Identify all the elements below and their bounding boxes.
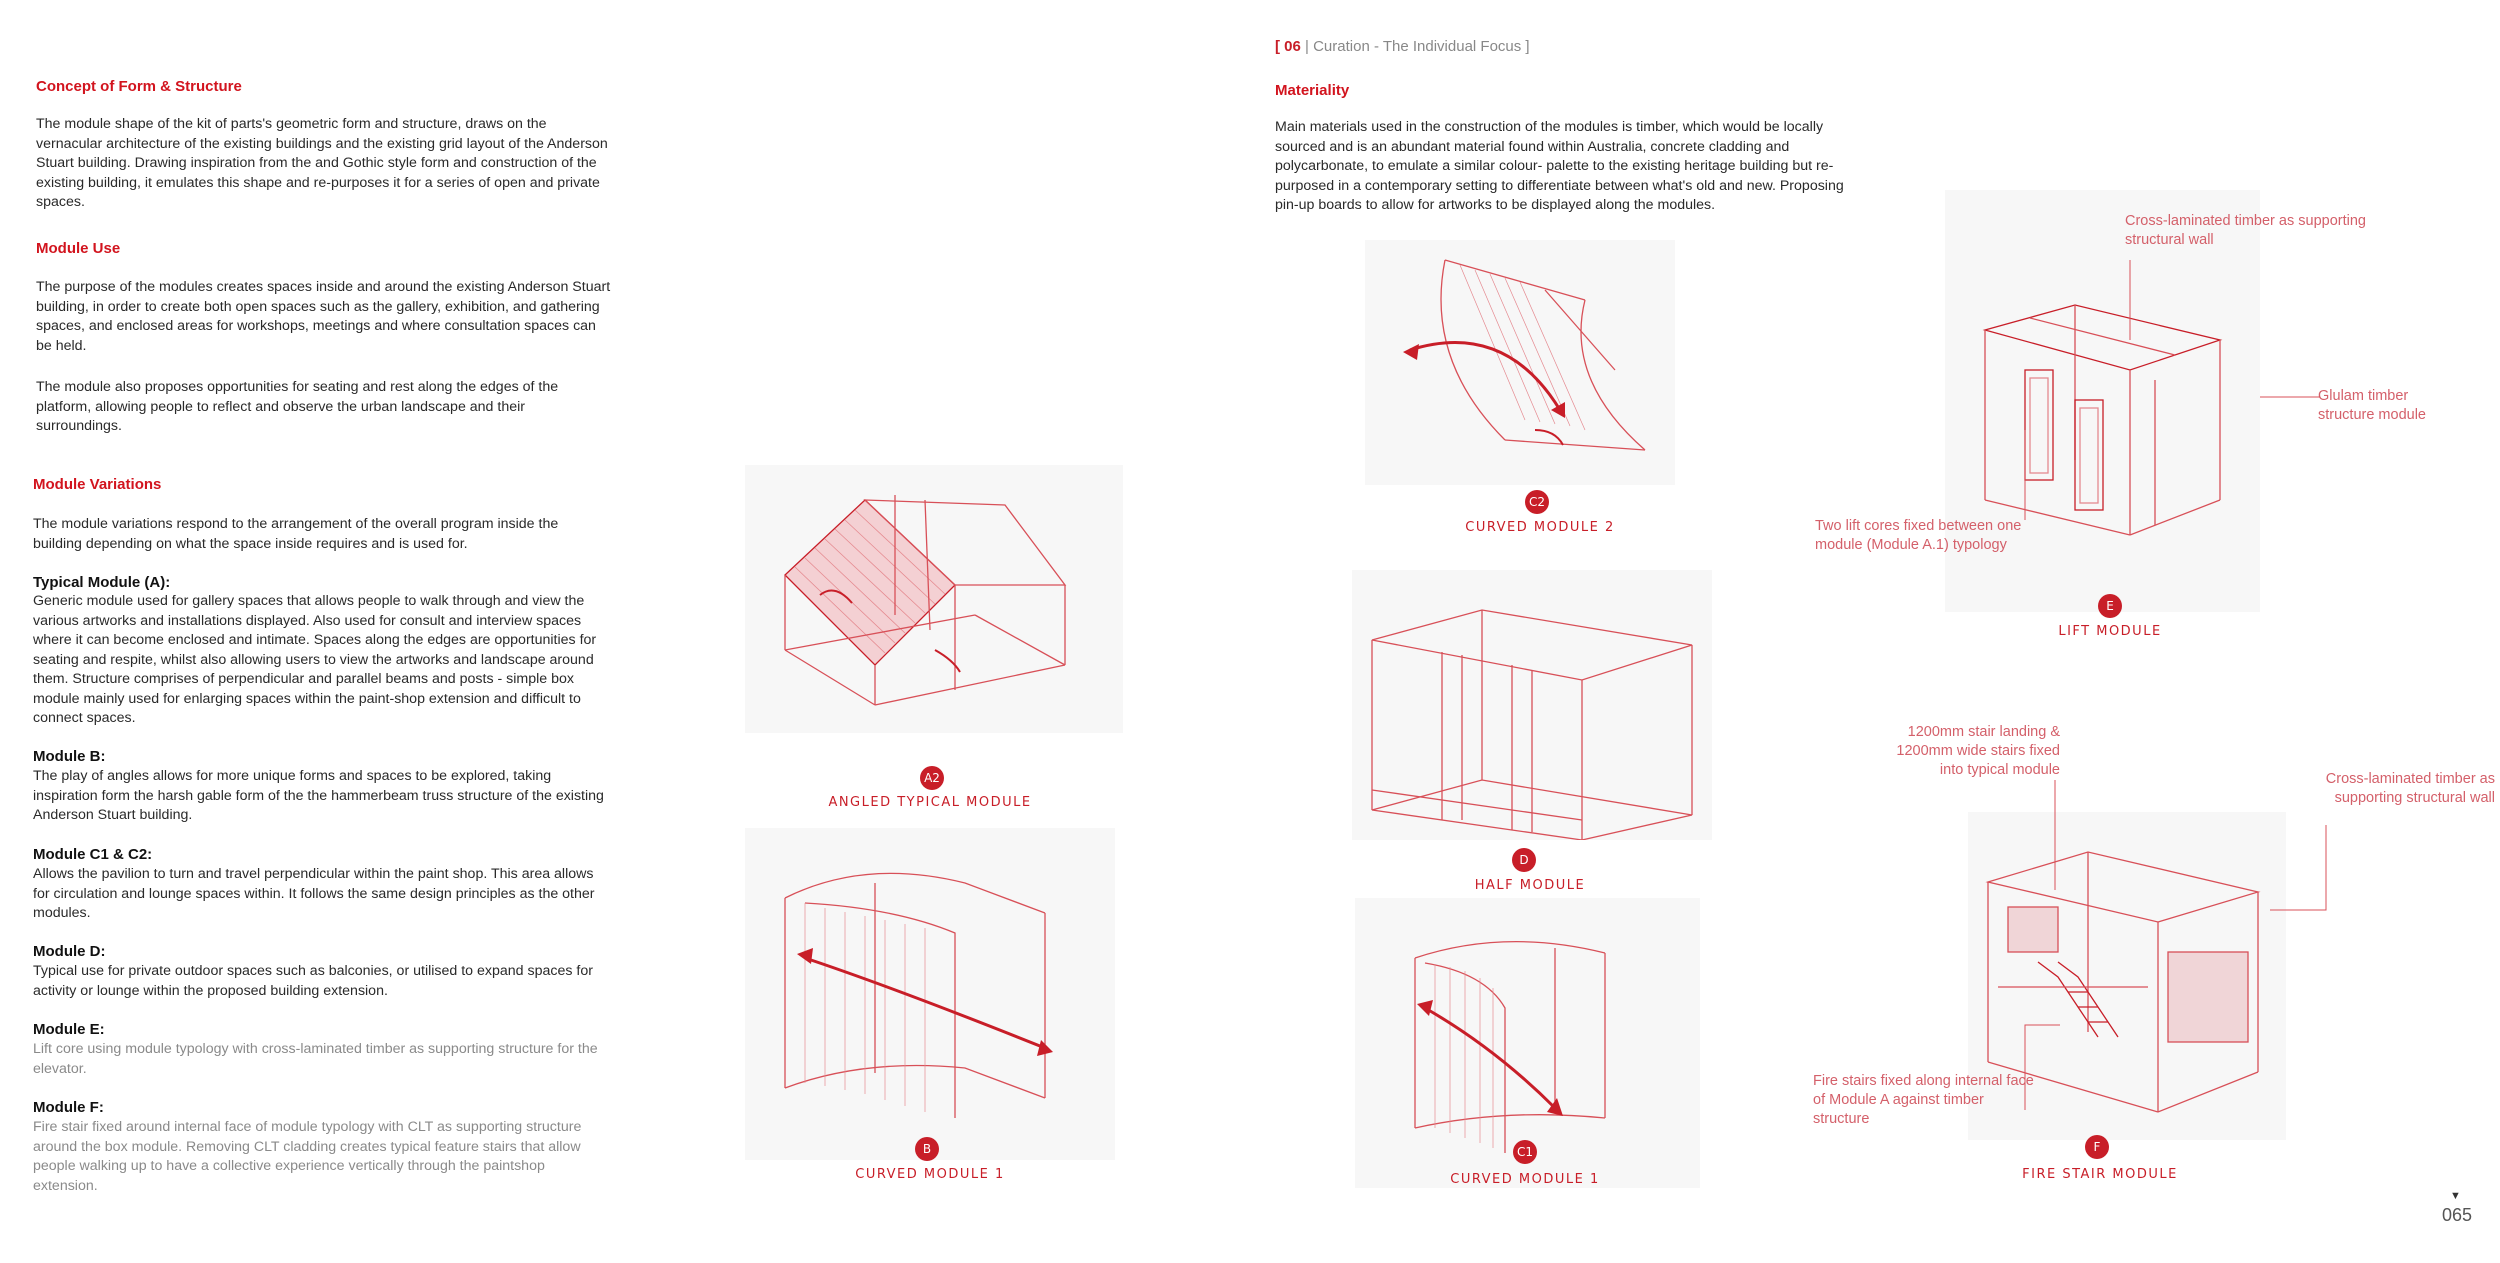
note-e-lift: Two lift cores fixed between one module (Module A.1) typology (1815, 518, 2022, 553)
page-number: 065 (2442, 1205, 2473, 1225)
badge-b: B (915, 1137, 939, 1161)
module-use-title: Module Use (36, 240, 121, 257)
caption-c2: CURVED MODULE 2 (1465, 520, 1615, 535)
caption-f: FIRE STAIR MODULE (2022, 1167, 2178, 1182)
section-title: | Curation - The Individual Focus ] (1300, 38, 1530, 55)
badge-c1: C1 (1513, 1140, 1537, 1164)
badge-a2: A2 (920, 766, 944, 790)
caption-a2: ANGLED TYPICAL MODULE (828, 795, 1032, 810)
badge-c2: C2 (1525, 490, 1549, 514)
note-e-clt: Cross-laminated timber as supporting structural wall (2125, 213, 2366, 248)
module-d-title: Module D: (33, 943, 106, 960)
note-f-stairs: Fire stairs fixed along internal face of Module A against timber structure (1813, 1073, 2034, 1127)
caption-c1: CURVED MODULE 1 (1450, 1172, 1600, 1187)
curved-module-1-drawing (745, 828, 1115, 1160)
badge-e: E (2098, 594, 2122, 618)
materiality-text: Main materials used in the construction of the modules is timber, which would be locally sourced and is an abundant material found within Australia, concrete cladding and polycarbonate, to emulate a similar colour- palette to the existing heritage building but re-purposed in a contemporary setting to differentiate between what's old and new. Proposing pin-up boards to allow for artworks to be displayed along the modules. (1275, 119, 1844, 213)
module-variations-title: Module Variations (33, 476, 162, 493)
note-e-glulam: Glulam timber structure module (2318, 388, 2426, 423)
module-use-text-2: The module also proposes opportunities for seating and rest along the edges of the platform, allowing people to reflect and observe the urban landscape and their surroundings. (36, 379, 559, 434)
curved-module-2-drawing (1365, 240, 1675, 485)
page-marker-icon: ▼ (2450, 1190, 2461, 1202)
module-variations-text: The module variations respond to the arrangement of the overall program inside the building depending on what the space inside requires and is used for. (33, 516, 559, 552)
module-e-text: Lift core using module typology with cross-laminated timber as supporting structure for the elevator. (33, 1041, 598, 1077)
section-header (1275, 38, 1530, 55)
badge-d: D (1512, 848, 1536, 872)
caption-d: HALF MODULE (1474, 878, 1586, 893)
module-f-title: Module F: (33, 1099, 104, 1116)
module-c-text: Allows the pavilion to turn and travel perpendicular within the paint shop. This area allows for circulation and lounge spaces within. It follows the same design principles as the other modules. (33, 866, 595, 921)
caption-b: CURVED MODULE 1 (855, 1167, 1005, 1182)
module-d-text: Typical use for private outdoor spaces such as balconies, or utilised to expand spaces for activity or lounge within the proposed building extension. (33, 963, 593, 999)
half-module-drawing (1352, 570, 1712, 840)
module-f-text: Fire stair fixed around internal face of module typology with CLT as supporting structure around the box module. Removing CLT cladding creates typical feature stairs that allow people walking up to have a collective experience vertically through the paintshop extension. (33, 1119, 582, 1194)
badge-f: F (2085, 1135, 2109, 1159)
note-f-clt: Cross-laminated timber as supporting structural wall (2325, 771, 2495, 806)
note-f-landing: 1200mm stair landing & 1200mm wide stairs fixed into typical module (1896, 724, 2060, 778)
angled-typical-module-drawing (745, 465, 1123, 733)
concept-title: Concept of Form & Structure (36, 78, 242, 95)
module-b-title: Module B: (33, 748, 106, 765)
materiality-title: Materiality (1275, 82, 1350, 99)
module-a-title: Typical Module (A): (33, 574, 171, 591)
caption-e: LIFT MODULE (2058, 624, 2162, 639)
section-number: [ 06 (1275, 38, 1301, 55)
module-b-text: The play of angles allows for more unique forms and spaces to be explored, taking inspiration form the harsh gable form of the the hammerbeam truss structure of the existing Anderson Stuart building. (33, 768, 604, 823)
leader-lines-e (1800, 240, 2360, 540)
module-e-title: Module E: (33, 1021, 105, 1038)
concept-text: The module shape of the kit of parts's geometric form and structure, draws on the vernacular architecture of the existing buildings and the existing grid layout of the Anderson Stuart building. Drawing inspiration from the and Gothic style form and construction of the existing building, it emulates this shape and re-purposes it for a series of open and private spaces. (36, 116, 608, 210)
module-a-text: Generic module used for gallery spaces that allows people to walk through and view the various artworks and installations displayed. Also used for consult and interview spaces where it can become enclosed and intimate. Spaces along the edges are opportunities for seating and respite, whilst also allowing users to view the artworks and landscape around them. Structure comprises of perpendicular and parallel beams and posts - simple box module mainly used for enlarging spaces within the paint-shop extension and difficult to connect spaces. (33, 593, 597, 726)
module-use-text-1: The purpose of the modules creates spaces inside and around the existing Anderson Stuart building, in order to create both open spaces such as the gallery, exhibition, and gathering spaces, and enclosed areas for workshops, meetings and where consultation spaces can be held. (36, 279, 611, 354)
module-c-title: Module C1 & C2: (33, 846, 153, 863)
leader-lines-f (1800, 780, 2360, 1120)
